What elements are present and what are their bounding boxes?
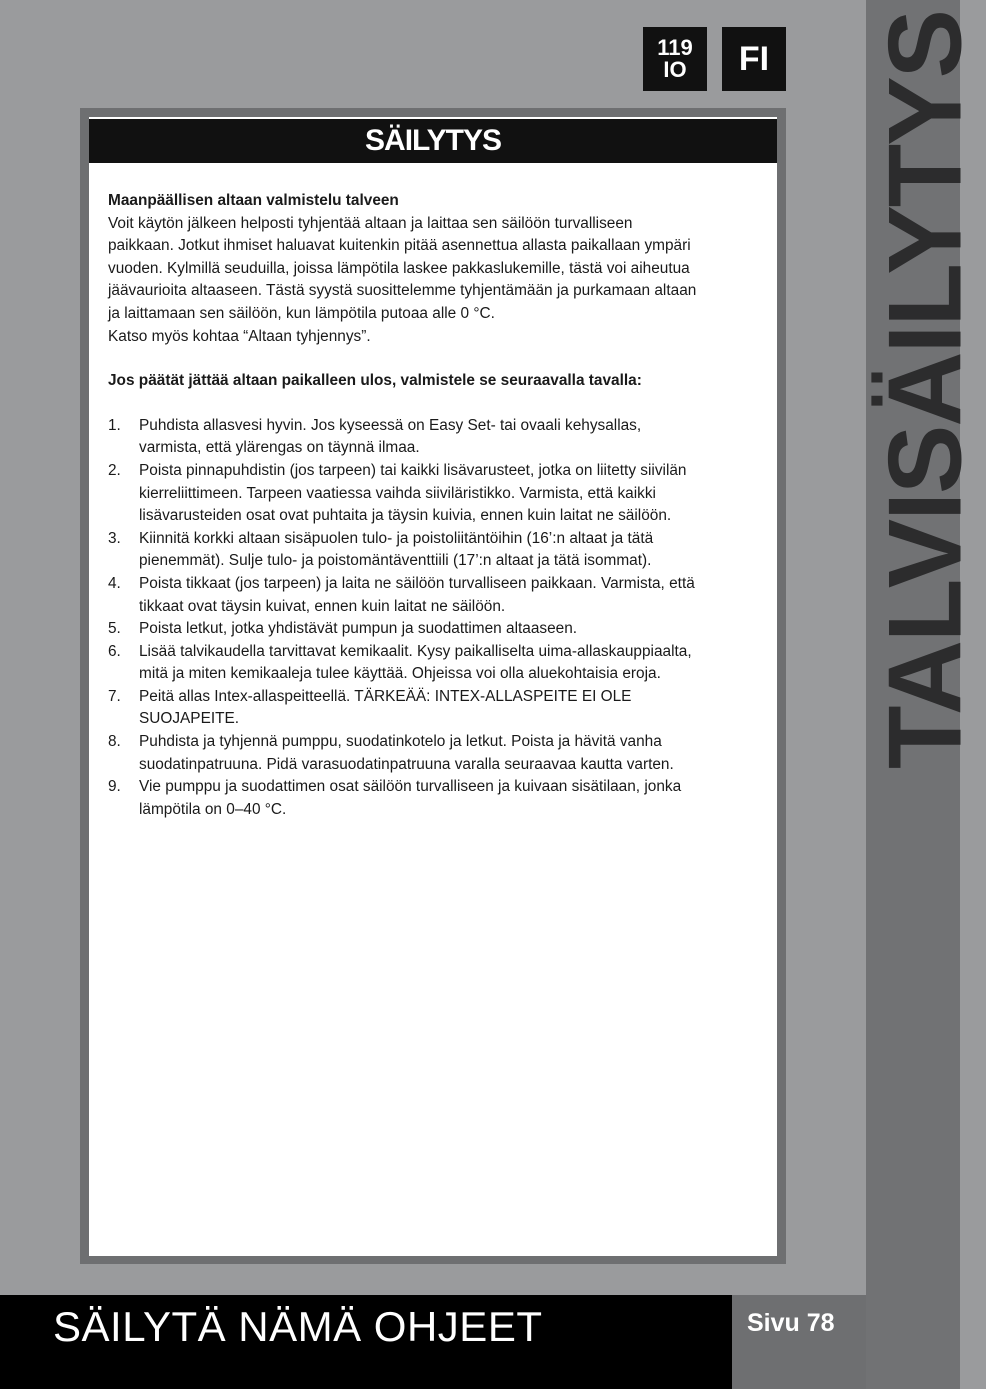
- step-item: [108, 731, 760, 776]
- step-number: 3.: [108, 529, 121, 547]
- step-line: lisävarusteiden osat ovat puhtaita ja täysin kuivia, ennen kuin laitat ne säilöön.: [139, 507, 672, 525]
- footer-title: SÄILYTÄ NÄMÄ OHJEET: [53, 1303, 543, 1350]
- step-item: [108, 528, 760, 573]
- step-item: [108, 415, 760, 460]
- step-item: [108, 686, 760, 731]
- step-item: [108, 641, 760, 686]
- step-line: mitä ja miten kemikaaleja tulee käyttää. Ohjeissa voi olla aluekohtaisia eroja.: [139, 665, 661, 683]
- content-panel: [89, 117, 777, 1256]
- steps-heading: Jos päätät jättää altaan paikalleen ulos, valmistele se seuraavalla tavalla:: [108, 372, 642, 390]
- step-number: 4.: [108, 574, 121, 592]
- spacer: [108, 348, 760, 370]
- step-line: Puhdista allasvesi hyvin. Jos kyseessä on Easy Set- tai ovaali kehysallas,: [139, 416, 642, 434]
- model-logo-line1: 119: [657, 35, 693, 60]
- step-line: suodatinpatruuna. Pidä varasuodatinpatruuna varalla seuraavaa kautta varten.: [139, 755, 674, 773]
- step-number: 8.: [108, 733, 121, 751]
- step-line: varmista, että ylärengas on täynnä ilmaa.: [139, 439, 420, 457]
- step-number: 2.: [108, 461, 121, 479]
- language-badge: FI: [722, 27, 786, 91]
- step-line: tikkaat ovat täysin kuivat, ennen kuin laitat ne säilöön.: [139, 597, 506, 615]
- step-line: Poista pinnapuhdistin (jos tarpeen) tai kaikki lisävarusteet, jotka on liitetty siivilän: [139, 461, 687, 479]
- step-item: [108, 573, 760, 618]
- step-line: SUOJAPEITE.: [139, 710, 240, 728]
- step-line: Peitä allas Intex-allaspeitteellä. TÄRKEÄÄ: INTEX-ALLASPEITE EI OLE: [139, 687, 632, 705]
- step-line: Poista tikkaat (jos tarpeen) ja laita ne säilöön turvalliseen paikkaan. Varmista, että: [139, 574, 695, 592]
- model-logo-line2: IO: [663, 57, 687, 82]
- step-line: Poista letkut, jotka yhdistävät pumpun ja suodattimen altaaseen.: [139, 620, 578, 638]
- step-line: Kiinnitä korkki altaan sisäpuolen tulo- ja poistoliitäntöihin (16’:n altaat ja tätä: [139, 529, 654, 547]
- step-line: Lisää talvikaudella tarvittavat kemikaalit. Kysy paikalliselta uima-allaskauppiaalta,: [139, 642, 692, 660]
- spacer: [108, 393, 760, 415]
- intro-line: Voit käytön jälkeen helposti tyhjentää altaan ja laittaa sen säilöön turvalliseen: [108, 214, 633, 232]
- intro-line: Katso myös kohtaa “Altaan tyhjennys”.: [108, 327, 371, 345]
- step-line: lämpötila on 0–40 °C.: [139, 800, 287, 818]
- steps-list: [108, 415, 760, 822]
- model-logo: [643, 27, 707, 91]
- step-number: 6.: [108, 642, 121, 660]
- side-title: TALVISÄILYTYS: [867, 11, 984, 769]
- page-number: Sivu 78: [747, 1309, 835, 1337]
- step-number: 5.: [108, 620, 121, 638]
- intro-line: jäävaurioita altaaseen. Tästä syystä suosittelemme tyhjentämään ja purkamaan altaan: [108, 282, 697, 300]
- step-line: Puhdista ja tyhjennä pumppu, suodatinkotelo ja letkut. Poista ja hävitä vanha: [139, 733, 662, 751]
- intro-line: vuoden. Kylmillä seuduilla, joissa lämpötila laskee pakkaslukemille, tästä voi aiheutua: [108, 259, 690, 277]
- step-number: 9.: [108, 778, 121, 796]
- step-item: [108, 618, 760, 641]
- section-title: SÄILYTYS: [89, 119, 777, 163]
- step-line: kierreliittimeen. Tarpeen vaatiessa vaihda siiviläristikko. Varmista, että kaikki: [139, 484, 656, 502]
- content-body: [108, 190, 760, 821]
- step-line: Vie pumppu ja suodattimen osat säilöön turvalliseen ja kuivaan sisätilaan, jonka: [139, 778, 682, 796]
- intro-heading: Maanpäällisen altaan valmistelu talveen: [108, 192, 399, 209]
- intro-line: ja laittamaan sen säilöön, kun lämpötila putoaa alle 0 °C.: [108, 304, 495, 322]
- step-item: [108, 460, 760, 528]
- step-item: [108, 776, 760, 821]
- intro-line: paikkaan. Jotkut ihmiset haluavat kuitenkin pitää asennettua allasta paikallaan ympäri: [108, 237, 691, 255]
- step-number: 7.: [108, 687, 121, 705]
- step-number: 1.: [108, 416, 121, 434]
- step-line: pienemmät). Sulje tulo- ja poistomäntäventtiili (17’:n altaat ja tätä isommat).: [139, 552, 652, 570]
